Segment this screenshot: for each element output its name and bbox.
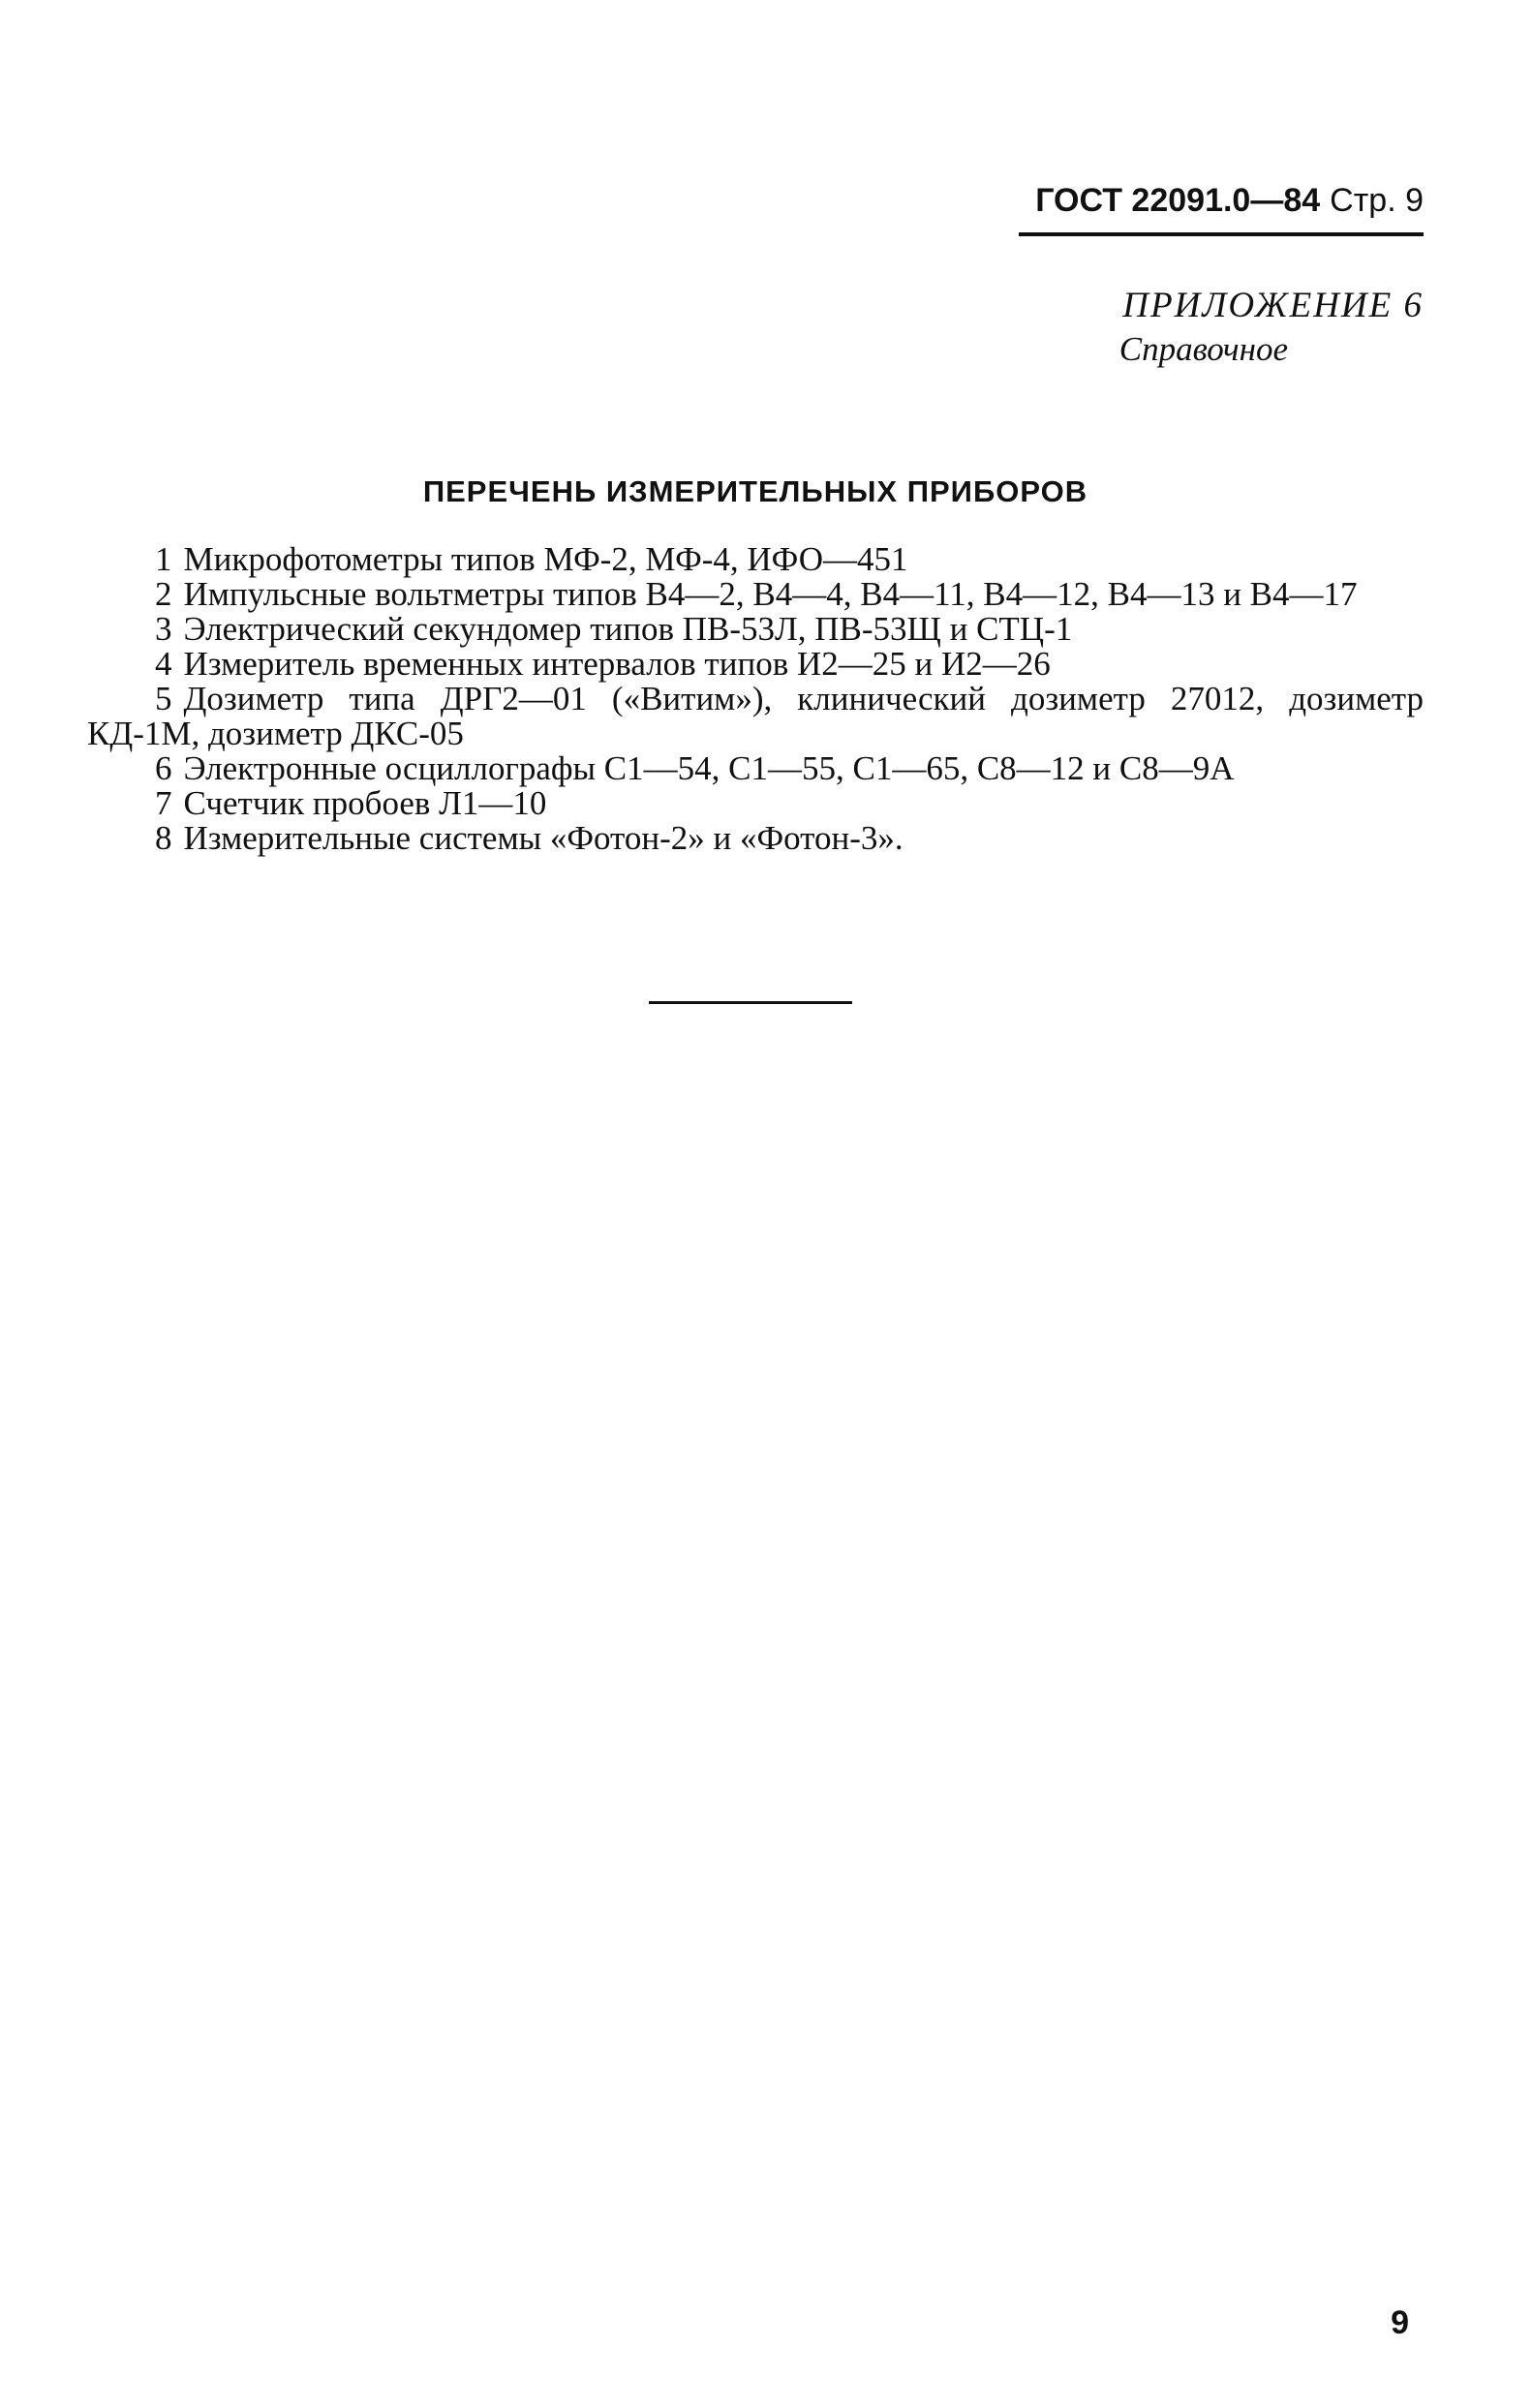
instrument-list [87, 542, 1424, 856]
appendix-subtitle: Справочное [1118, 330, 1288, 368]
item-number: 2 [155, 575, 172, 613]
list-item [87, 647, 1424, 682]
list-item [87, 577, 1424, 612]
item-text: Дозиметр типа ДРГ2—01 («Витим»), клинический дозиметр 27012, дозиметр КД-1М, дозиметр ДКС-05 [87, 680, 1424, 752]
list-item [87, 786, 1424, 821]
item-text: Электрический секундомер типов ПВ-53Л, ПВ-53Щ и СТЦ-1 [183, 610, 1073, 648]
item-text: Импульсные вольтметры типов В4—2, В4—4, В4—11, В4—12, В4—13 и В4—17 [183, 575, 1358, 613]
item-number: 5 [155, 680, 172, 717]
item-number: 3 [155, 610, 172, 648]
list-item [87, 751, 1424, 786]
list-item [87, 612, 1424, 647]
page-header [1017, 182, 1424, 220]
item-number: 1 [155, 540, 172, 578]
list-item [87, 542, 1424, 577]
item-number: 6 [155, 749, 172, 787]
page-number: 9 [1391, 2304, 1409, 2341]
page-label: Стр. 9 [1330, 182, 1424, 219]
item-text: Счетчик пробоев Л1—10 [183, 784, 547, 822]
item-number: 8 [155, 819, 172, 857]
item-text: Микрофотометры типов МФ-2, МФ-4, ИФО—451 [183, 540, 908, 578]
item-text: Электронные осциллографы С1—54, С1—55, С1—65, С8—12 и С8—9А [183, 749, 1235, 787]
list-item [87, 821, 1424, 856]
item-number: 4 [155, 645, 172, 683]
end-rule [649, 1001, 852, 1004]
item-text: Измеритель временных интервалов типов И2—25 и И2—26 [183, 645, 1051, 683]
item-number: 7 [155, 784, 172, 822]
section-title: ПЕРЕЧЕНЬ ИЗМЕРИТЕЛЬНЫХ ПРИБОРОВ [422, 474, 1088, 508]
header-rule [1019, 232, 1424, 236]
list-item [87, 682, 1424, 751]
standard-code: ГОСТ 22091.0—84 [1035, 182, 1321, 219]
appendix-title: ПРИЛОЖЕНИЕ 6 [1122, 286, 1424, 325]
item-text: Измерительные системы «Фотон-2» и «Фотон-3». [183, 819, 904, 857]
